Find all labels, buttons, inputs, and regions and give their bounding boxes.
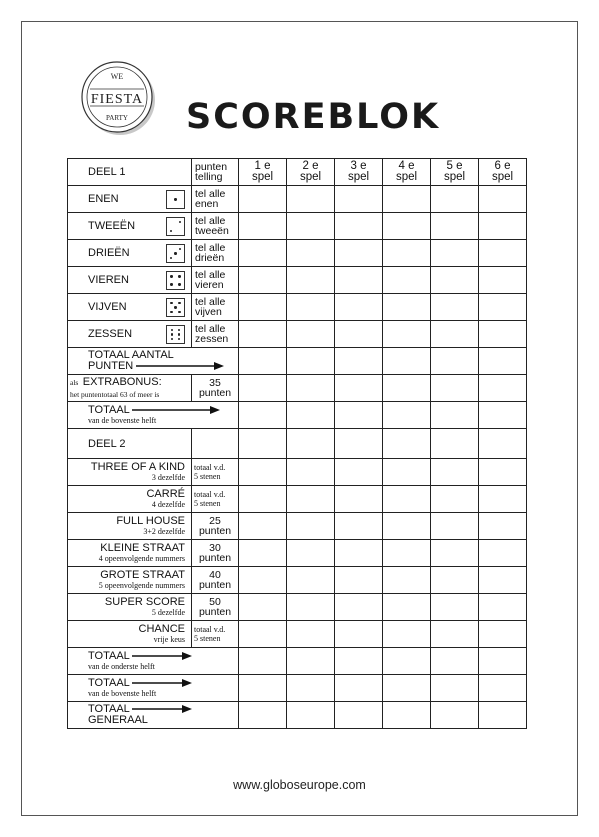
row-kleine-straat-game-4-cell[interactable] — [383, 540, 431, 567]
row-full-house-game-2-cell[interactable] — [287, 513, 335, 540]
arrow-right-icon — [132, 405, 220, 415]
row-totaal-boven-2-label: TOTAAL — [88, 677, 130, 689]
points-rule-line2: punten — [198, 606, 232, 618]
category-label: VIEREN — [88, 274, 129, 286]
bonus-points-value: 35 — [209, 377, 221, 389]
points-rule-cell — [192, 213, 239, 240]
row-vijven — [68, 294, 527, 321]
row-enen-game-6-cell[interactable] — [479, 186, 527, 213]
row-extrabonus — [68, 375, 527, 402]
category-label: ZESSEN — [88, 328, 133, 340]
row-totaal-boven-2 — [68, 675, 527, 702]
row-kleine-straat-game-3-cell[interactable] — [335, 540, 383, 567]
row-totaal-generaal — [68, 702, 527, 729]
row-enen-game-1-cell[interactable] — [239, 186, 287, 213]
row-totaal-boven-game-6-cell[interactable] — [479, 402, 527, 429]
row-full-house-game-1-cell[interactable] — [239, 513, 287, 540]
row-drieën-game-2-cell[interactable] — [287, 240, 335, 267]
row-carr--game-6-cell[interactable] — [479, 486, 527, 513]
category-cell — [68, 294, 192, 321]
row-vijven-game-5-cell[interactable] — [431, 294, 479, 321]
row-totaal-generaal-game-1-cell[interactable] — [239, 702, 287, 729]
row-totaal-boven-2-sub: van de bovenste helft — [88, 689, 157, 698]
deel1-header-cell — [68, 159, 192, 186]
row-full-house — [68, 513, 527, 540]
row-super-score-game-1-cell[interactable] — [239, 594, 287, 621]
category-cell — [68, 486, 192, 513]
row-drieën — [68, 240, 527, 267]
row-three-of-a-kind-game-3-cell[interactable] — [335, 459, 383, 486]
category-sub: 5 dezelfde — [151, 608, 185, 617]
deel2-points-cell — [192, 429, 239, 459]
deel2-header-row-game-5-cell[interactable] — [431, 429, 479, 459]
game-6-spel-label: spel — [491, 171, 514, 183]
row-totaal-generaal-game-5-cell[interactable] — [431, 702, 479, 729]
row-enen-game-5-cell[interactable] — [431, 186, 479, 213]
points-rule-cell — [192, 240, 239, 267]
row-zessen-game-3-cell[interactable] — [335, 321, 383, 348]
points-rule-cell — [192, 594, 239, 621]
bonus-points-cell — [192, 375, 239, 402]
row-full-house-game-6-cell[interactable] — [479, 513, 527, 540]
row-chance — [68, 621, 527, 648]
points-rule-cell — [192, 621, 239, 648]
category-cell — [68, 594, 192, 621]
row-totaal-aantal-punten-game-1-cell[interactable] — [239, 348, 287, 375]
totaal-generaal-label-cell — [68, 702, 239, 729]
die-4-icon — [166, 271, 185, 290]
category-cell — [68, 267, 192, 294]
deel1-label: DEEL 1 — [88, 166, 126, 178]
arrow-right-icon — [136, 361, 224, 371]
game-2-label: 2 e — [302, 160, 319, 172]
row-chance-game-1-cell[interactable] — [239, 621, 287, 648]
row-tweeën-game-6-cell[interactable] — [479, 213, 527, 240]
deel2-header-cell — [68, 429, 192, 459]
category-label: THREE OF A KIND — [90, 461, 185, 473]
deel2-header-row-game-1-cell[interactable] — [239, 429, 287, 459]
totaal-aantal-line1: TOTAAL AANTAL — [88, 349, 174, 361]
game-3-label: 3 e — [350, 160, 367, 172]
points-rule-line1: 25 — [209, 515, 221, 527]
row-totaal-boven-2-game-6-cell[interactable] — [479, 675, 527, 702]
row-totaal-aantal-punten-game-6-cell[interactable] — [479, 348, 527, 375]
row-totaal-boven-game-4-cell[interactable] — [383, 402, 431, 429]
row-totaal-boven-2-game-2-cell[interactable] — [287, 675, 335, 702]
row-three-of-a-kind-game-2-cell[interactable] — [287, 459, 335, 486]
points-rule-line2: vieren — [195, 279, 224, 291]
row-totaal-aantal-punten-game-4-cell[interactable] — [383, 348, 431, 375]
row-chance-game-5-cell[interactable] — [431, 621, 479, 648]
points-rule-line2: enen — [195, 198, 219, 210]
deel2-label: DEEL 2 — [88, 437, 126, 450]
category-label: CARRÉ — [146, 488, 185, 500]
deel2-header-row-game-4-cell[interactable] — [383, 429, 431, 459]
row-grote-straat — [68, 567, 527, 594]
row-enen-game-2-cell[interactable] — [287, 186, 335, 213]
row-extrabonus-game-2-cell[interactable] — [287, 375, 335, 402]
logo-top-text: WE — [110, 72, 124, 81]
row-drieën-game-5-cell[interactable] — [431, 240, 479, 267]
row-super-score-game-2-cell[interactable] — [287, 594, 335, 621]
points-rule-line1: tel alle — [195, 269, 226, 281]
row-drieën-game-1-cell[interactable] — [239, 240, 287, 267]
row-kleine-straat — [68, 540, 527, 567]
row-totaal-boven-2-label-cell — [68, 675, 239, 702]
points-rule-line1: tel alle — [195, 296, 226, 308]
row-three-of-a-kind-game-1-cell[interactable] — [239, 459, 287, 486]
points-rule-line2: drieën — [195, 252, 225, 264]
logo-bottom-text: PARTY — [106, 114, 128, 122]
footer-url: www.globoseurope.com — [233, 778, 366, 792]
row-zessen-game-4-cell[interactable] — [383, 321, 431, 348]
game-5-label: 5 e — [446, 160, 463, 172]
points-rule-cell — [192, 486, 239, 513]
row-zessen-game-2-cell[interactable] — [287, 321, 335, 348]
row-totaal-boven-2-game-1-cell[interactable] — [239, 675, 287, 702]
points-rule-line1: 30 — [209, 542, 221, 554]
row-drieën-game-3-cell[interactable] — [335, 240, 383, 267]
game-1-label: 1 e — [254, 160, 271, 172]
row-enen-game-3-cell[interactable] — [335, 186, 383, 213]
category-cell — [68, 513, 192, 540]
deel2-header-row — [68, 429, 527, 459]
row-vieren-game-3-cell[interactable] — [335, 267, 383, 294]
bonus-prefix: als — [70, 378, 79, 387]
row-totaal-generaal-game-3-cell[interactable] — [335, 702, 383, 729]
row-three-of-a-kind — [68, 459, 527, 486]
row-tweeën-game-1-cell[interactable] — [239, 213, 287, 240]
row-vieren-game-2-cell[interactable] — [287, 267, 335, 294]
row-totaal-boven-label: TOTAAL — [88, 404, 130, 416]
row-enen — [68, 186, 527, 213]
row-grote-straat-game-4-cell[interactable] — [383, 567, 431, 594]
game-5-header — [431, 159, 479, 186]
row-totaal-boven-2-game-4-cell[interactable] — [383, 675, 431, 702]
row-extrabonus-game-4-cell[interactable] — [383, 375, 431, 402]
points-rule-line1: totaal v.d. — [194, 463, 226, 472]
punten-label: punten — [195, 161, 228, 173]
category-cell — [68, 621, 192, 648]
row-carr--game-2-cell[interactable] — [287, 486, 335, 513]
category-label: DRIEËN — [88, 247, 130, 259]
row-totaal-boven-2-game-3-cell[interactable] — [335, 675, 383, 702]
category-label: SUPER SCORE — [104, 596, 185, 608]
row-chance-game-6-cell[interactable] — [479, 621, 527, 648]
totaal-generaal-line1: TOTAAL — [88, 703, 130, 715]
category-cell — [68, 459, 192, 486]
points-rule-line1: tel alle — [195, 188, 226, 200]
row-totaal-onder-label: TOTAAL — [88, 650, 130, 662]
arrow-right-icon — [132, 704, 192, 714]
row-totaal-onder-game-6-cell[interactable] — [479, 648, 527, 675]
telling-label: telling — [195, 171, 223, 183]
points-rule-cell — [192, 186, 239, 213]
game-1-spel-label: spel — [251, 171, 274, 183]
row-kleine-straat-game-1-cell[interactable] — [239, 540, 287, 567]
row-totaal-boven-game-2-cell[interactable] — [287, 402, 335, 429]
row-full-house-game-4-cell[interactable] — [383, 513, 431, 540]
category-cell — [68, 540, 192, 567]
row-grote-straat-game-2-cell[interactable] — [287, 567, 335, 594]
row-totaal-onder-game-3-cell[interactable] — [335, 648, 383, 675]
points-rule-cell — [192, 567, 239, 594]
row-kleine-straat-game-5-cell[interactable] — [431, 540, 479, 567]
row-totaal-onder-game-1-cell[interactable] — [239, 648, 287, 675]
row-totaal-boven-game-3-cell[interactable] — [335, 402, 383, 429]
category-sub: 4 opeenvolgende nummers — [98, 554, 185, 563]
bonus-condition: het puntentotaal 63 of meer is — [70, 390, 160, 399]
row-totaal-boven-game-1-cell[interactable] — [239, 402, 287, 429]
row-three-of-a-kind-game-4-cell[interactable] — [383, 459, 431, 486]
row-totaal-boven-label-cell — [68, 402, 239, 429]
points-rule-line2: vijven — [195, 306, 222, 318]
row-carr--game-5-cell[interactable] — [431, 486, 479, 513]
row-full-house-game-3-cell[interactable] — [335, 513, 383, 540]
row-grote-straat-game-3-cell[interactable] — [335, 567, 383, 594]
page-title: SCOREBLOK — [186, 97, 441, 137]
row-super-score — [68, 594, 527, 621]
points-rule-line2: 5 stenen — [194, 499, 221, 508]
row-carr--game-3-cell[interactable] — [335, 486, 383, 513]
row-vijven-game-1-cell[interactable] — [239, 294, 287, 321]
game-4-header — [383, 159, 431, 186]
row-extrabonus-game-3-cell[interactable] — [335, 375, 383, 402]
row-zessen — [68, 321, 527, 348]
row-totaal-boven-sub: van de bovenste helft — [88, 416, 157, 425]
row-totaal-generaal-game-4-cell[interactable] — [383, 702, 431, 729]
game-4-label: 4 e — [398, 160, 415, 172]
row-three-of-a-kind-game-5-cell[interactable] — [431, 459, 479, 486]
die-2-icon — [166, 217, 185, 236]
fiesta-logo — [80, 60, 156, 136]
category-sub: 3+2 dezelfde — [143, 527, 185, 536]
row-totaal-aantal-punten-game-3-cell[interactable] — [335, 348, 383, 375]
points-rule-cell — [192, 540, 239, 567]
points-rule-line2: tweeën — [195, 225, 229, 237]
points-rule-line1: totaal v.d. — [194, 490, 226, 499]
row-totaal-aantal-punten-game-5-cell[interactable] — [431, 348, 479, 375]
points-rule-line1: 40 — [209, 569, 221, 581]
category-cell — [68, 213, 192, 240]
row-super-score-game-3-cell[interactable] — [335, 594, 383, 621]
points-rule-line2: 5 stenen — [194, 634, 221, 643]
row-extrabonus-game-6-cell[interactable] — [479, 375, 527, 402]
points-rule-line2: punten — [198, 552, 232, 564]
row-totaal-onder — [68, 648, 527, 675]
row-vieren — [68, 267, 527, 294]
row-carr- — [68, 486, 527, 513]
deel2-header-row-game-6-cell[interactable] — [479, 429, 527, 459]
category-sub: vrije keus — [153, 635, 185, 644]
extrabonus-cell — [68, 375, 192, 402]
logo-main-text: FIESTA — [90, 92, 144, 107]
points-rule-line2: zessen — [195, 333, 229, 345]
row-zessen-game-1-cell[interactable] — [239, 321, 287, 348]
totaal-aantal-line2: PUNTEN — [88, 360, 134, 372]
row-grote-straat-game-5-cell[interactable] — [431, 567, 479, 594]
row-vijven-game-4-cell[interactable] — [383, 294, 431, 321]
row-kleine-straat-game-6-cell[interactable] — [479, 540, 527, 567]
row-vieren-game-5-cell[interactable] — [431, 267, 479, 294]
totaal-aantal-label-cell — [68, 348, 239, 375]
die-1-icon — [166, 190, 185, 209]
row-three-of-a-kind-game-6-cell[interactable] — [479, 459, 527, 486]
category-cell — [68, 321, 192, 348]
points-rule-line1: tel alle — [195, 215, 226, 227]
points-rule-cell — [192, 321, 239, 348]
row-totaal-generaal-game-6-cell[interactable] — [479, 702, 527, 729]
row-totaal-aantal-punten-game-2-cell[interactable] — [287, 348, 335, 375]
die-3-icon — [166, 244, 185, 263]
row-zessen-game-5-cell[interactable] — [431, 321, 479, 348]
category-cell — [68, 240, 192, 267]
row-super-score-game-4-cell[interactable] — [383, 594, 431, 621]
row-chance-game-3-cell[interactable] — [335, 621, 383, 648]
points-rule-line1: tel alle — [195, 323, 226, 335]
points-rule-line1: tel alle — [195, 242, 226, 254]
row-zessen-game-6-cell[interactable] — [479, 321, 527, 348]
bonus-points-unit: punten — [198, 387, 232, 399]
category-sub: 4 dezelfde — [151, 500, 185, 509]
game-4-spel-label: spel — [395, 171, 418, 183]
points-rule-cell — [192, 513, 239, 540]
row-drieën-game-4-cell[interactable] — [383, 240, 431, 267]
category-label: GROTE STRAAT — [100, 569, 185, 581]
score-table — [67, 158, 527, 729]
row-vijven-game-3-cell[interactable] — [335, 294, 383, 321]
category-sub: 3 dezelfde — [151, 473, 185, 482]
game-5-spel-label: spel — [443, 171, 466, 183]
points-rule-line2: punten — [198, 525, 232, 537]
row-grote-straat-game-6-cell[interactable] — [479, 567, 527, 594]
points-rule-line2: 5 stenen — [194, 472, 221, 481]
row-drieën-game-6-cell[interactable] — [479, 240, 527, 267]
row-tweeën-game-4-cell[interactable] — [383, 213, 431, 240]
points-rule-cell — [192, 459, 239, 486]
row-vieren-game-1-cell[interactable] — [239, 267, 287, 294]
game-3-header — [335, 159, 383, 186]
row-totaal-boven-2-game-5-cell[interactable] — [431, 675, 479, 702]
row-enen-game-4-cell[interactable] — [383, 186, 431, 213]
row-kleine-straat-game-2-cell[interactable] — [287, 540, 335, 567]
deel2-header-row-game-3-cell[interactable] — [335, 429, 383, 459]
die-5-icon — [166, 298, 185, 317]
points-rule-line2: punten — [198, 579, 232, 591]
category-label: TWEEËN — [88, 220, 136, 232]
arrow-right-icon — [132, 651, 192, 661]
arrow-right-icon — [132, 678, 192, 688]
die-6-icon — [166, 325, 185, 344]
row-totaal-onder-game-4-cell[interactable] — [383, 648, 431, 675]
points-rule-cell — [192, 294, 239, 321]
game-6-header — [479, 159, 527, 186]
row-totaal-onder-game-2-cell[interactable] — [287, 648, 335, 675]
row-vijven-game-6-cell[interactable] — [479, 294, 527, 321]
row-tweeën-game-5-cell[interactable] — [431, 213, 479, 240]
row-chance-game-4-cell[interactable] — [383, 621, 431, 648]
points-rule-cell — [192, 267, 239, 294]
row-totaal-aantal-punten — [68, 348, 527, 375]
row-totaal-onder-label-cell — [68, 648, 239, 675]
game-2-spel-label: spel — [299, 171, 322, 183]
row-totaal-onder-sub: van de onderste helft — [88, 662, 155, 671]
row-vieren-game-4-cell[interactable] — [383, 267, 431, 294]
row-tweeën-game-2-cell[interactable] — [287, 213, 335, 240]
category-cell — [68, 186, 192, 213]
row-totaal-onder-game-5-cell[interactable] — [431, 648, 479, 675]
deel2-header-row-game-2-cell[interactable] — [287, 429, 335, 459]
totaal-generaal-line2: GENERAAL — [88, 714, 148, 726]
row-carr--game-1-cell[interactable] — [239, 486, 287, 513]
row-super-score-game-5-cell[interactable] — [431, 594, 479, 621]
row-tweeën-game-3-cell[interactable] — [335, 213, 383, 240]
row-totaal-generaal-game-2-cell[interactable] — [287, 702, 335, 729]
game-1-header — [239, 159, 287, 186]
category-cell — [68, 567, 192, 594]
bonus-label: EXTRABONUS: — [82, 376, 162, 388]
row-vieren-game-6-cell[interactable] — [479, 267, 527, 294]
row-tweeën — [68, 213, 527, 240]
game-6-label: 6 e — [494, 160, 511, 172]
category-label: VIJVEN — [88, 301, 127, 313]
row-carr--game-4-cell[interactable] — [383, 486, 431, 513]
row-totaal-boven-game-5-cell[interactable] — [431, 402, 479, 429]
category-label: ENEN — [88, 193, 119, 205]
row-chance-game-2-cell[interactable] — [287, 621, 335, 648]
header-row — [68, 159, 527, 186]
row-super-score-game-6-cell[interactable] — [479, 594, 527, 621]
punten-telling-header — [192, 159, 239, 186]
row-full-house-game-5-cell[interactable] — [431, 513, 479, 540]
row-grote-straat-game-1-cell[interactable] — [239, 567, 287, 594]
game-3-spel-label: spel — [347, 171, 370, 183]
category-label: KLEINE STRAAT — [100, 542, 185, 554]
points-rule-line1: totaal v.d. — [194, 625, 226, 634]
game-2-header — [287, 159, 335, 186]
row-extrabonus-game-1-cell[interactable] — [239, 375, 287, 402]
category-label: CHANCE — [138, 623, 185, 635]
row-vijven-game-2-cell[interactable] — [287, 294, 335, 321]
points-rule-line1: 50 — [209, 596, 221, 608]
row-totaal-boven — [68, 402, 527, 429]
category-label: FULL HOUSE — [116, 515, 185, 527]
category-sub: 5 opeenvolgende nummers — [98, 581, 185, 590]
row-extrabonus-game-5-cell[interactable] — [431, 375, 479, 402]
